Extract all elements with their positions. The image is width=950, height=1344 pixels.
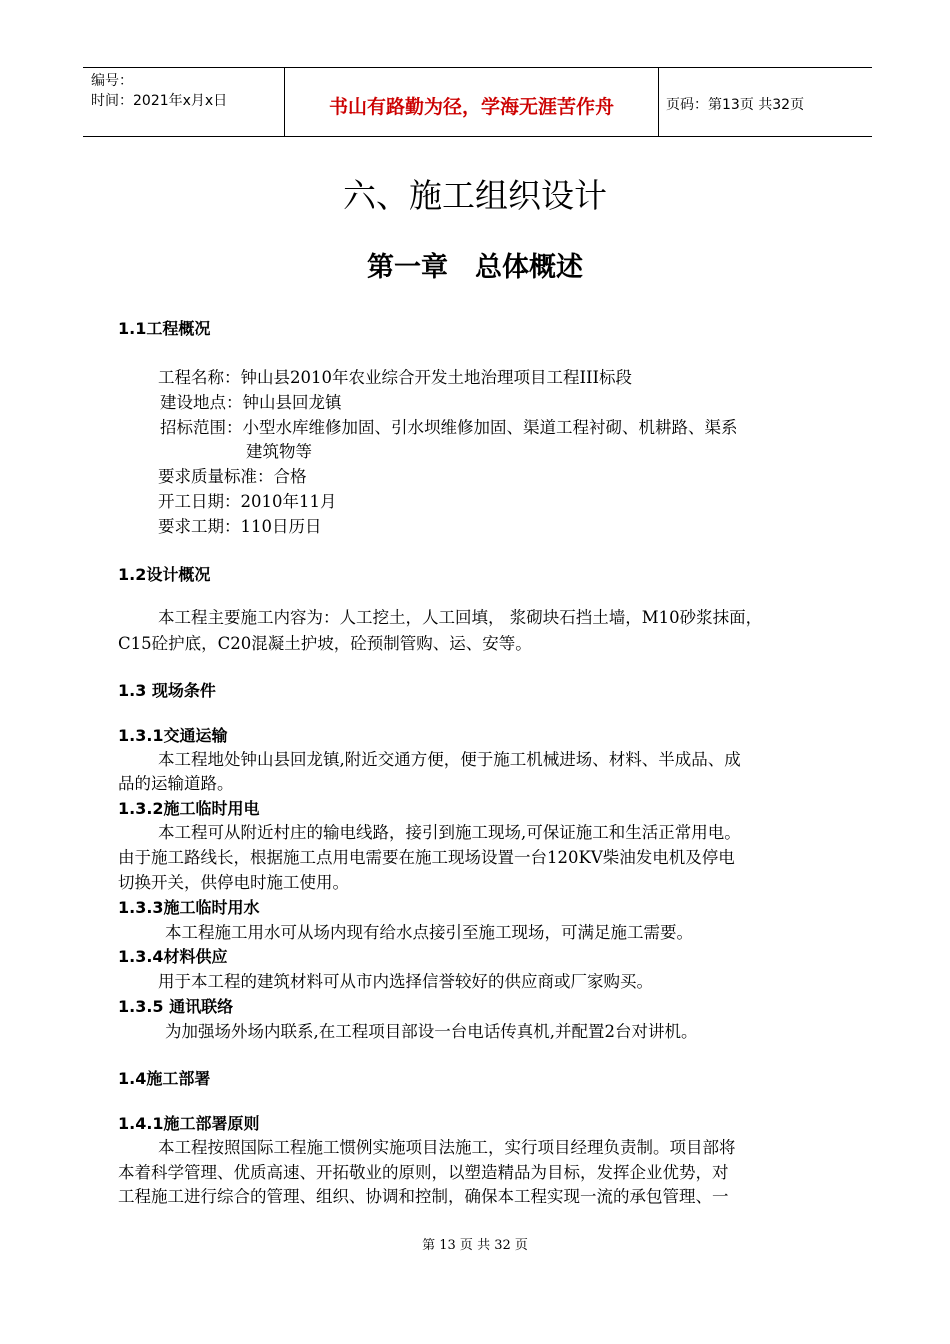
paragraph-line: 本着科学管理、优质高速、开拓敬业的原则，以塑造精品为目标，发挥企业优势，对 [118,1163,729,1182]
paragraph-line: C15砼护底，C20混凝土护坡，砼预制管购、运、安等。 [118,634,532,653]
paragraph-line: 建设地点：钟山县回龙镇 [160,393,342,412]
section-heading: 1.2设计概况 [118,565,211,584]
paragraph-line: 工程名称：钟山县2010年农业综合开发土地治理项目工程III标段 [158,368,633,387]
paragraph-line: 本工程主要施工内容为：人工挖土，人工回填， 浆砌块石挡土墙，M10砂浆抹面， [158,608,763,627]
document-title: 六、施工组织设计 [343,176,607,215]
chapter-title: 第一章 总体概述 [367,252,583,283]
header-motto-cell [284,68,659,136]
subsection-heading: 1.3.5 通讯联络 [118,997,234,1016]
paragraph-line: 本工程可从附近村庄的输电线路，接引到施工现场,可保证施工和生活正常用电。 [158,823,741,842]
paragraph-line: 切换开关，供停电时施工使用。 [118,873,349,892]
page-footer: 第 13 页 共 32 页 [422,1238,528,1253]
section-heading: 1.1工程概况 [118,319,211,338]
paragraph-line: 开工日期：2010年11月 [158,492,337,511]
paragraph-line: 为加强场外场内联系,在工程项目部设一台电话传真机,并配置2台对讲机。 [165,1022,698,1041]
document-number-label: 编号： [91,73,133,89]
header-page-info: 页码：第13页 共32页 [666,97,805,113]
paragraph-line: 本工程按照国际工程施工惯例实施项目法施工，实行项目经理负责制。项目部将 [158,1138,736,1157]
paragraph-line: 由于施工路线长，根据施工点用电需要在施工现场设置一台120KV柴油发电机及停电 [118,848,735,867]
subsection-heading: 1.3.3施工临时用水 [118,898,260,917]
paragraph-line: 招标范围：小型水库维修加固、引水坝维修加固、渠道工程衬砌、机耕路、渠系 [160,418,738,437]
paragraph-line: 本工程施工用水可从场内现有给水点接引至施工现场，可满足施工需要。 [165,923,693,942]
header-motto: 书山有路勤为径，学海无涯苦作舟 [328,96,614,118]
subsection-heading: 1.3.4材料供应 [118,947,228,966]
subsection-heading: 1.3.2施工临时用电 [118,799,260,818]
paragraph-line: 要求工期：110日历日 [158,517,322,536]
paragraph-line: 工程施工进行综合的管理、组织、协调和控制，确保本工程实现一流的承包管理、一 [118,1187,729,1206]
paragraph-line: 品的运输道路。 [118,774,234,793]
header-page-cell [658,68,872,136]
paragraph-line: 要求质量标准：合格 [158,467,307,486]
document-header [83,67,872,137]
paragraph-line: 本工程地处钟山县回龙镇,附近交通方便，便于施工机械进场、材料、半成品、成 [158,750,741,769]
subsection-heading: 1.4.1施工部署原则 [118,1114,260,1133]
paragraph-line: 用于本工程的建筑材料可从市内选择信誉较好的供应商或厂家购买。 [158,972,653,991]
section-heading: 1.4施工部署 [118,1069,211,1088]
document-time-label: 时间：2021年x月x日 [91,93,228,109]
header-meta-cell [83,68,284,136]
section-heading: 1.3 现场条件 [118,681,216,700]
paragraph-line: 建筑物等 [246,442,312,461]
subsection-heading: 1.3.1交通运输 [118,726,228,745]
